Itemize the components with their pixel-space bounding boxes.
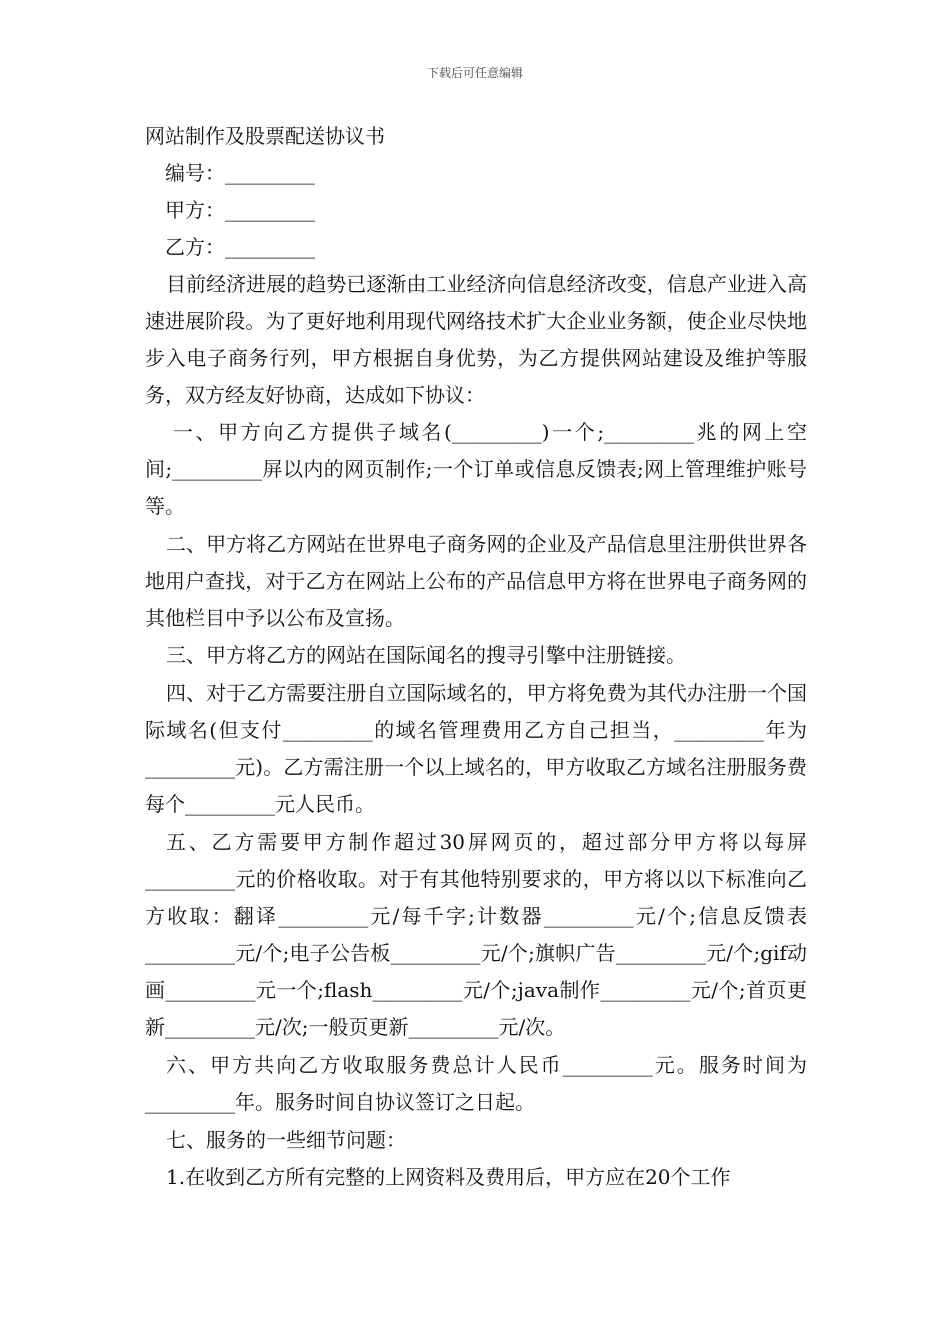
field-party-a: 甲方：_________	[165, 198, 315, 222]
field-number: 编号：_________	[165, 161, 315, 185]
header-note: 下载后可任意编辑	[426, 66, 523, 80]
paragraph-intro: 目前经济进展的趋势已逐渐由工业经济向信息经济改变，信息产业进入高速进展阶段。为了更好地利用现代网络技术扩大企业业务额，使企业尽快地步入电子商务行列，甲方根据自身优势，为乙方提供网站建设及维护等服务，双方经友好协商，达成如下协议：	[145, 272, 807, 407]
paragraph-clause-4: 四、对于乙方需要注册自立国际域名的，甲方将免费为其代办注册一个国际域名(但支付_________的域名管理费用乙方自己担当，_________年为_________元)。乙方需注册一个以上域名的，甲方收取乙方域名注册服务费每个_________元人民币。	[145, 681, 807, 816]
paragraph-clause-2: 二、甲方将乙方网站在世界电子商务网的企业及产品信息里注册供世界各地用户查找，对于乙方在网站上公布的产品信息甲方将在世界电子商务网的其他栏目中予以公布及宣扬。	[145, 532, 807, 630]
paragraph-clause-6: 六、甲方共向乙方收取服务费总计人民币_________元。服务时间为_________年。服务时间自协议签订之日起。	[145, 1053, 807, 1114]
field-party-b: 乙方：_________	[165, 235, 315, 259]
paragraph-clause-5: 五、乙方需要甲方制作超过30屏网页的，超过部分甲方将以每屏_________元的价格收取。对于有其他特别要求的，甲方将以以下标准向乙方收取：翻译_________元/每千字;计数器_________元/个;信息反馈表_________元/个;电子公告板_________元/个;旗帜广告_________元/个;gif动画_________元一个;flash_________元/个;java制作_________元/个;首页更新_________元/次;一般页更新_________元/次。	[145, 830, 807, 1039]
document-title: 网站制作及股票配送协议书	[145, 124, 385, 148]
paragraph-clause-1: 一、甲方向乙方提供子域名(_________)一个;_________兆的网上空间;_________屏以内的网页制作;一个订单或信息反馈表;网上管理维护账号等。	[145, 420, 807, 518]
document-body	[145, 118, 807, 1196]
paragraph-item-1: 1.在收到乙方所有完整的上网资料及费用后，甲方应在20个工作	[166, 1165, 731, 1189]
paragraph-clause-3: 三、甲方将乙方的网站在国际闻名的搜寻引擎中注册链接。	[166, 643, 686, 667]
paragraph-clause-7: 七、服务的一些细节问题：	[166, 1128, 406, 1152]
